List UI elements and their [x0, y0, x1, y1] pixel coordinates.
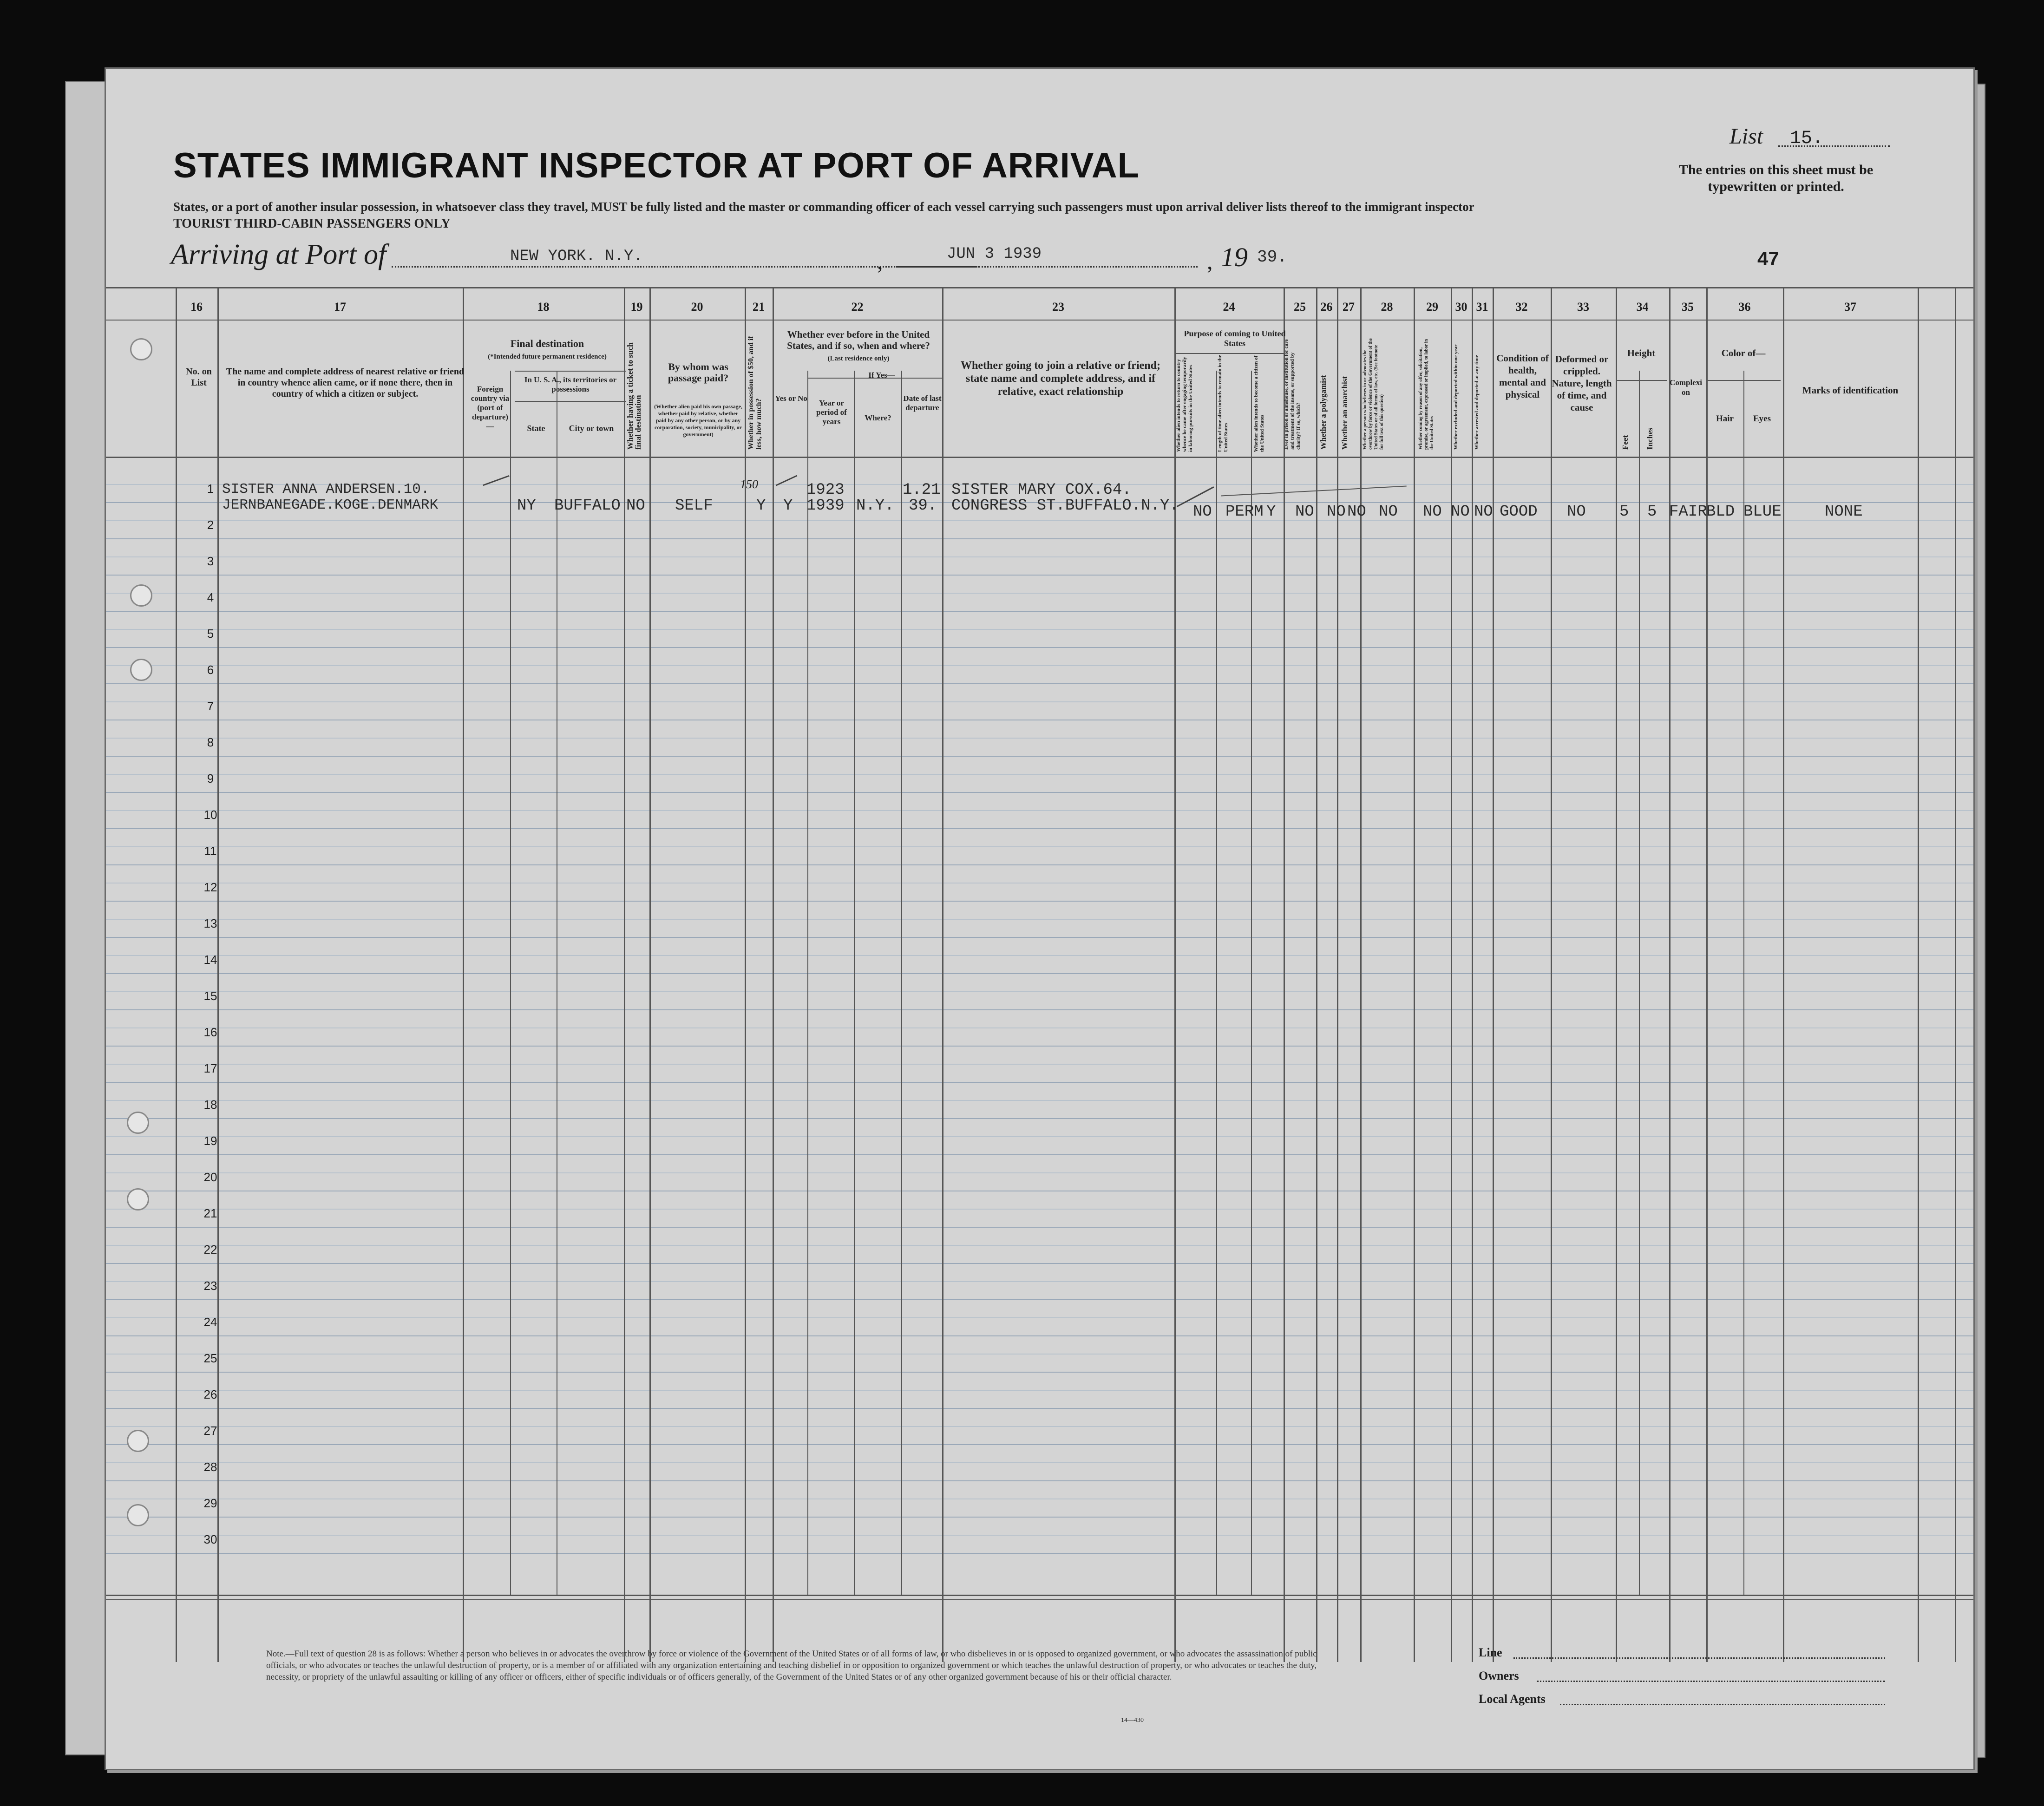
col28-header: Whether a person who believes in or advocates the overthrow by force or violence of the Government of the United States or of all forms of law, etc. (See footnote for full text of this question) [1363, 338, 1384, 450]
manifest-sheet [105, 67, 1975, 1770]
binder-hole [127, 1188, 149, 1211]
col18-sub-divider-2 [515, 401, 626, 402]
column-divider [463, 287, 464, 1662]
row-number: 7 [207, 699, 214, 713]
binder-hole [127, 1504, 149, 1526]
col18-title: Final destination [510, 338, 584, 349]
ruled-line [106, 1498, 1973, 1499]
ruled-line [106, 1082, 1973, 1083]
comma-2: , [1207, 248, 1213, 274]
binder-hole [130, 584, 152, 607]
column-divider [1616, 287, 1617, 1662]
column-divider [1451, 287, 1452, 1662]
col18-city: City or town [569, 424, 614, 433]
column-number: 17 [334, 300, 346, 314]
col29-header: Whether coming by reason of any offer, solicitation, promise, or agreement, expressed or implied, to labor in the United States [1418, 339, 1435, 450]
col34-inches: Inches [1645, 427, 1654, 450]
col18-usa: In U. S. A., its territories or possessions [524, 375, 617, 393]
column-number: 25 [1294, 300, 1306, 314]
ruled-line [106, 1263, 1973, 1264]
inches-value: 5 [1647, 503, 1657, 521]
ruled-line [106, 1317, 1973, 1318]
page-title: STATES IMMIGRANT INSPECTOR AT PORT OF ARRIVAL [173, 146, 1140, 185]
ruled-line [106, 1335, 1973, 1336]
typewritten-instruction: The entries on this sheet must be typewritten or printed. [1678, 162, 1874, 194]
line-field [1513, 1657, 1885, 1659]
col18-foreign: Foreign country via (port of departure)— [471, 385, 510, 431]
row-number: 6 [207, 663, 214, 677]
col22-title: Whether ever before in the United States, and if so, when and where? [787, 329, 930, 351]
ruled-line [106, 774, 1973, 775]
column-divider [1472, 287, 1473, 1662]
dash-line-24 [1221, 486, 1407, 497]
row-number: 28 [203, 1460, 217, 1474]
row-number: 24 [203, 1315, 217, 1329]
column-number: 21 [753, 300, 765, 314]
column-divider [1414, 287, 1415, 1662]
row-number: 4 [207, 590, 214, 604]
last-departure-2: 39. [909, 497, 937, 515]
hair-value: BLD [1706, 503, 1735, 521]
column-divider [1783, 287, 1784, 1662]
col22-sub-divider [808, 378, 943, 379]
col17-header: The name and complete address of nearest relative or friend in country whence alien came, or if none there, then in country of which a citizen or subject. [226, 366, 465, 399]
health-value: GOOD [1500, 503, 1538, 521]
ruled-line [106, 937, 1973, 938]
row-number: 13 [203, 916, 217, 930]
deported-value: NO [1474, 503, 1493, 521]
column-divider [942, 287, 943, 1662]
ruled-line [106, 1462, 1973, 1463]
port-line [392, 266, 979, 268]
col34-sub-divider [1616, 380, 1667, 381]
joining-line-2: CONGRESS ST.BUFFALO.N.Y. [951, 497, 1179, 515]
state-value: NY [517, 497, 536, 515]
ruled-line [106, 629, 1973, 630]
col22-yesno: Yes or No [775, 394, 807, 403]
sub-column-divider [1251, 371, 1252, 1595]
ruled-line [106, 575, 1973, 576]
col36-title: Color of— [1721, 347, 1766, 359]
column-number: 23 [1052, 300, 1064, 314]
column-divider [1284, 287, 1285, 1662]
row-number: 3 [207, 554, 214, 568]
polygamist-value: NO [1327, 503, 1346, 521]
col22-date: Date of last departure [903, 394, 942, 412]
col35-header: Complexion [1670, 378, 1702, 397]
col27-header: Whether an anarchist [1340, 376, 1349, 450]
footnote-question-28: Note.—Full text of question 28 is as follows: Whether a person who believes in or advocates the overthrow by force or violence of the Government of the United States or of all forms of law, or who disbelieves in or is opposed to organized government, or who advocates the assassination of public officials, or who advocates or teaches the unlawful destruction of property, or is a member of or affiliated with any organization entertaining and teaching disbelief in or opposition to organized government or which teaches the unlawful destruction of property, or who advocates or teaches the duty, necessity, or propriety of the unlawful assaulting or killing of any officer or officers, either of specific individuals or of officers generally, of the Government of the United States or of any other organized government because of his or their official character. [266, 1649, 1317, 1682]
length-value: PERM [1225, 503, 1264, 521]
prison-value: NO [1295, 503, 1314, 521]
year-prefix: 19 [1221, 242, 1248, 272]
column-divider [1918, 287, 1919, 1662]
column-divider [1360, 287, 1362, 1662]
col36-eyes: Eyes [1753, 414, 1771, 424]
ruled-line [106, 701, 1973, 702]
column-number: 32 [1515, 300, 1528, 314]
ruled-line [106, 810, 1973, 811]
ruled-line [106, 1009, 1973, 1010]
ruled-line [106, 1245, 1973, 1246]
column-number: 24 [1223, 300, 1235, 314]
col36-hair: Hair [1716, 414, 1734, 424]
col22-ifyes: If Yes— [868, 371, 895, 380]
class-line: TOURIST THIRD-CABIN PASSENGERS ONLY [173, 216, 451, 231]
ruled-line [106, 1136, 1973, 1137]
eyes-value: BLUE [1743, 503, 1782, 521]
column-divider [176, 287, 177, 1662]
arriving-label: Arriving at Port of [171, 239, 387, 270]
col25-header: Ever in prison or almshouse, or institution for care and treatment of the insane, or supported by charity? If so, which? [1284, 339, 1301, 450]
col24-c: Whether alien intends to become a citizen of the United States [1253, 355, 1265, 452]
column-divider [745, 287, 746, 1662]
column-number: 37 [1844, 300, 1856, 314]
ruled-line [106, 1372, 1973, 1373]
last-departure-1: 1.21 [903, 481, 941, 499]
col23-header: Whether going to join a relative or friend; state name and complete address, and if relative, exact relationship [961, 360, 1160, 398]
row-number: 23 [203, 1279, 217, 1293]
local-agents-field [1560, 1704, 1885, 1705]
port-value: NEW YORK. N.Y. [510, 248, 643, 265]
column-number: 26 [1320, 300, 1333, 314]
date-line [896, 266, 1198, 268]
ruled-line [106, 683, 1973, 684]
list-number: 15. [1790, 128, 1824, 149]
feet-value: 5 [1619, 503, 1629, 521]
col34-title: Height [1627, 347, 1656, 359]
ruled-line [106, 828, 1973, 829]
binder-hole [127, 1112, 149, 1134]
header-bottom-border [106, 457, 1973, 458]
col24-b: Length of time alien intends to remain in the United States [1217, 355, 1229, 452]
ruled-line [106, 973, 1973, 974]
row-number: 22 [203, 1243, 217, 1256]
row-number: 25 [203, 1351, 217, 1365]
column-number: 28 [1381, 300, 1393, 314]
col30-header: Whether excluded and deported within one year [1453, 344, 1459, 450]
owners-label: Owners [1479, 1669, 1519, 1682]
ruled-line [106, 556, 1973, 557]
sub-column-divider [901, 371, 902, 1595]
ruled-line [106, 955, 1973, 956]
binder-hole [130, 659, 152, 681]
col37-header: Marks of identification [1802, 385, 1899, 396]
col34-feet: Feet [1621, 435, 1630, 450]
before-years-1: 1923 [806, 481, 845, 499]
marks-value: NONE [1825, 503, 1863, 521]
binder-hole [130, 338, 152, 360]
ruled-line [106, 1281, 1973, 1282]
ruled-line [106, 665, 1973, 666]
row-number: 18 [203, 1098, 217, 1112]
sub-column-divider [854, 371, 855, 1595]
row-number: 16 [203, 1025, 217, 1039]
col26-header: Whether a polygamist [1319, 375, 1328, 450]
sub-column-divider [1743, 371, 1744, 1595]
overthrow-value: NO [1379, 503, 1398, 521]
owners-field [1537, 1681, 1885, 1682]
binder-hole [127, 1430, 149, 1452]
column-divider [1669, 287, 1671, 1662]
local-agents-label: Local Agents [1479, 1692, 1546, 1706]
joining-line-1: SISTER MARY COX.64. [951, 481, 1132, 499]
row-number: 15 [203, 989, 217, 1003]
sub-column-divider [510, 371, 511, 1595]
column-divider [1337, 287, 1338, 1662]
column-divider [1551, 287, 1552, 1662]
line-label: Line [1479, 1646, 1502, 1659]
ruled-line [106, 1444, 1973, 1445]
ruled-line [106, 593, 1973, 594]
ruled-line [106, 1046, 1973, 1047]
ruled-line [106, 919, 1973, 920]
row-number: 21 [203, 1206, 217, 1220]
col21-header: Whether in possession of $50, and if less, how much? [747, 336, 763, 450]
column-number: 27 [1343, 300, 1355, 314]
column-number: 18 [537, 300, 550, 314]
column-number: 33 [1577, 300, 1589, 314]
ruled-line [106, 738, 1973, 739]
form-code: 14—430 [1121, 1717, 1144, 1724]
relative-line-2: JERNBANEGADE.KOGE.DENMARK [222, 497, 439, 513]
ruled-line [106, 901, 1973, 902]
ruled-line [106, 1209, 1973, 1210]
col22-where: Where? [865, 413, 891, 422]
column-divider [1316, 287, 1317, 1662]
column-divider [1706, 287, 1708, 1662]
column-number-divider [106, 320, 1973, 321]
ruled-line [106, 1390, 1973, 1391]
complexion-value: FAIR [1669, 503, 1707, 521]
row-number: 2 [207, 518, 214, 532]
passage-value: SELF [675, 497, 713, 515]
row-number: 30 [203, 1532, 217, 1546]
column-divider [773, 287, 774, 1662]
ruled-line [106, 1154, 1973, 1155]
row-number: 8 [207, 735, 214, 749]
col33-header: Deformed or crippled. Nature, length of time, and cause [1552, 353, 1612, 413]
sub-column-divider [807, 371, 808, 1595]
col18-sub-divider [515, 371, 626, 372]
table-top-border [106, 287, 1973, 288]
ruled-line [106, 864, 1973, 865]
row-number: 19 [203, 1134, 217, 1148]
row-number: 10 [203, 808, 217, 822]
column-number: 20 [691, 300, 703, 314]
col36-sub-divider [1706, 380, 1781, 381]
ruled-line [106, 611, 1973, 612]
row-number: 5 [207, 627, 214, 641]
column-number: 19 [630, 300, 643, 314]
col32-header: Condition of health, mental and physical [1496, 353, 1549, 400]
ruled-line [106, 846, 1973, 847]
sub-column-divider [1639, 371, 1640, 1595]
sheet-number: 47 [1757, 248, 1779, 269]
col31-header: Whether arrested and deported at any time [1474, 355, 1480, 450]
ruled-line [106, 1299, 1973, 1300]
deformed-value: NO [1567, 503, 1586, 521]
col19-header: Whether having a ticket to such final destination [626, 342, 642, 450]
row-number: 11 [204, 844, 217, 858]
before-yesno: Y [783, 497, 793, 515]
row-number: 17 [203, 1061, 217, 1075]
ruled-line [106, 1517, 1973, 1518]
return-value: NO [1193, 503, 1212, 521]
row-number: 26 [203, 1387, 217, 1401]
col18-note: (*Intended future permanent residence) [488, 353, 607, 360]
ruled-line [106, 1118, 1973, 1119]
header-subtitle: States, or a port of another insular possession, in whatsoever class they travel, MUST be fully listed and the master or commanding officer of each vessel carrying such passengers must upon arrival deliver lists thereof to the immigrant inspector [173, 200, 1474, 214]
ruled-line [106, 1027, 1973, 1028]
ticket-value: NO [626, 497, 645, 515]
row-number: 12 [203, 880, 217, 894]
column-number: 22 [851, 300, 864, 314]
col20-title: By whom was passage paid? [668, 361, 729, 384]
ruled-line [106, 792, 1973, 793]
col20-note: (Whether alien paid his own passage, whether paid by relative, whether paid by any other person, or by any corporation, society, municipality, or government) [654, 403, 742, 438]
table-bottom-border-2 [106, 1599, 1973, 1600]
row-number: 1 [207, 482, 214, 496]
column-number: 29 [1426, 300, 1438, 314]
column-number: 16 [190, 300, 203, 314]
ruled-line [106, 647, 1973, 648]
column-divider [624, 287, 625, 1662]
col24-sub-divider [1174, 353, 1284, 354]
column-number: 30 [1455, 300, 1467, 314]
anarchist-value: NO [1347, 503, 1366, 521]
row-number: 14 [203, 953, 217, 967]
col16-header: No. on List [186, 366, 212, 388]
city-value: BUFFALO [554, 497, 621, 515]
col22-year: Year or period of years [816, 399, 847, 426]
row-number: 20 [203, 1170, 217, 1184]
ruled-line [106, 756, 1973, 757]
table-bottom-border [106, 1595, 1973, 1596]
excluded-value: NO [1451, 503, 1470, 521]
row-number: 27 [203, 1424, 217, 1438]
labor-offer-value: NO [1423, 503, 1442, 521]
column-number: 36 [1738, 300, 1751, 314]
sub-column-divider [1216, 371, 1217, 1595]
list-label: List [1730, 124, 1763, 149]
column-divider [649, 287, 651, 1662]
year-suffix: 39. [1257, 248, 1287, 267]
money-value: Y [756, 497, 766, 515]
ruled-line [106, 1408, 1973, 1409]
ruled-line [106, 1480, 1973, 1481]
ruled-line [106, 1535, 1973, 1536]
col24-a: Whether alien intends to return to country whence he came after engaging temporarily in laboring pursuits in the United States [1176, 357, 1193, 452]
col18-state: State [527, 424, 545, 433]
column-number: 31 [1476, 300, 1488, 314]
column-divider [1493, 287, 1494, 1662]
ruled-line [106, 1064, 1973, 1065]
money-handwritten: 150 [740, 478, 758, 491]
before-where: N.Y. [856, 497, 894, 515]
ruled-line [106, 1553, 1973, 1554]
ruled-line [106, 538, 1973, 539]
ruled-line [106, 1227, 1973, 1228]
col24-title: Purpose of coming to United States [1184, 329, 1286, 348]
col22-note: (Last residence only) [827, 355, 890, 362]
citizen-value: Y [1266, 503, 1276, 521]
comma-1: , [877, 248, 883, 274]
ruled-line [106, 1426, 1973, 1427]
before-years-2: 1939 [806, 497, 845, 515]
ruled-line [106, 991, 1973, 992]
column-number: 35 [1682, 300, 1694, 314]
column-number: 34 [1636, 300, 1649, 314]
column-divider [1174, 287, 1176, 1662]
row-number: 9 [207, 772, 214, 785]
date-value: JUN 3 1939 [947, 245, 1042, 263]
ruled-line [106, 1172, 1973, 1173]
ruled-line [106, 1100, 1973, 1101]
row-number: 29 [203, 1496, 217, 1510]
relative-line-1: SISTER ANNA ANDERSEN.10. [222, 481, 430, 497]
column-divider [1955, 287, 1956, 1662]
